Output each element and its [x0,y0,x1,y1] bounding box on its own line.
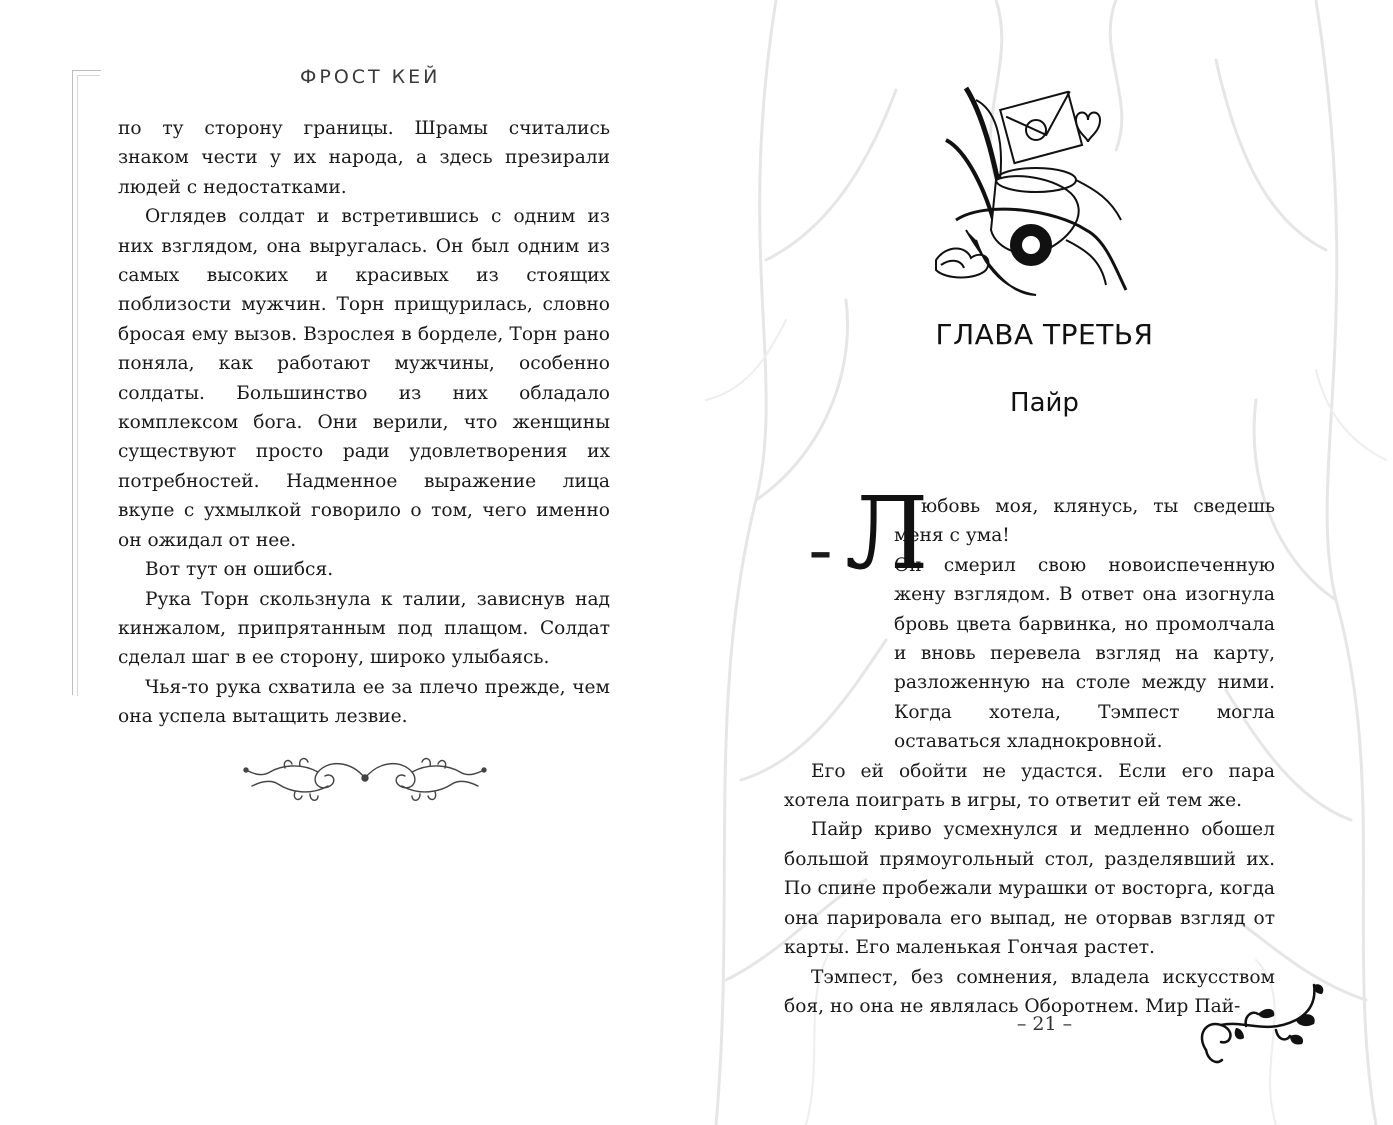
vine-ornament-icon [1186,980,1336,1070]
paragraph: Пайр криво усмехнулся и медленно обошел большой прямоугольный стол, разделявший их. По спине пробежали мурашки от восторга, когда она парировала его выпад, не оторвав взгляд от карты. Его маленькая Гончая растет. [784,819,1275,959]
paragraph: по ту сторону границы. Шрамы считались знаком чести у их народа, а здесь презирали людей с недостатками. [118,118,610,198]
paragraph: Рука Торн скользнула к талии, зависнув над кинжалом, припрятанным под плащом. Солдат сделал шаг в ее сторону, широко улыбаясь. [118,588,610,669]
right-page [696,0,1393,1125]
left-page [0,0,696,1125]
paragraph: Его ей обойти не удастся. Если его пара хотела поиграть в игры, то ответит ей тем же. [784,760,1275,812]
paragraph: Он смерил свою новоиспеченную жену взглядом. В ответ она изогнула бровь цвета барвинка, но промолчала и вновь перевела взгляд на карту, разложенную на столе между ними. Когда хотела, Тэмпест могла оставаться хладнокровной. [894,554,1275,753]
chapter-title: ГЛАВА ТРЕТЬЯ [935,318,1154,351]
dropcap-paragraph [784,475,1275,592]
chapter-subtitle: Пайр [1010,388,1079,418]
left-page-text [118,114,610,732]
running-head-author: ФРОСТ КЕЙ [300,66,441,88]
paragraph: Чья-то рука схватила ее за плечо прежде, чем она успела вытащить лезвие. [118,676,610,728]
drop-cap-letter: Л [845,475,929,592]
page-frame-decoration [72,70,101,695]
page-number: – 21 – [1016,1013,1073,1035]
paragraph: Вот тут он ошибся. [145,559,334,581]
chapter-emblem-icon [926,80,1136,310]
paragraph: Оглядев солдат и встретившись с одним из них взглядом, она выругалась. Он был одним из самых высоких и красивых из стоящих поблизости мужчин. Торн прищурилась, словно бросая ему вызов. Взрослея в борделе, Торн рано поняла, как работают мужчины, особенно солдаты. Большинство из них обладало комплексом бога. Они верили, что женщины существуют просто ради удовлетворения их потребностей. Надменное выражение лица вкупе с ухмылкой говорило о том, чего именно он ожидал от нее. [118,206,610,551]
flourish-ornament-icon [240,752,490,804]
right-page-text [784,475,1275,1021]
first-line-text: юбовь моя, клянусь, ты сведешь меня с ума! [894,496,1275,547]
paragraph: Тэмпест, без сомнения, владела искусством боя, но она не являлась Оборотнем. Мир Пай- [784,966,1275,1017]
dialogue-dash: – [809,524,832,578]
